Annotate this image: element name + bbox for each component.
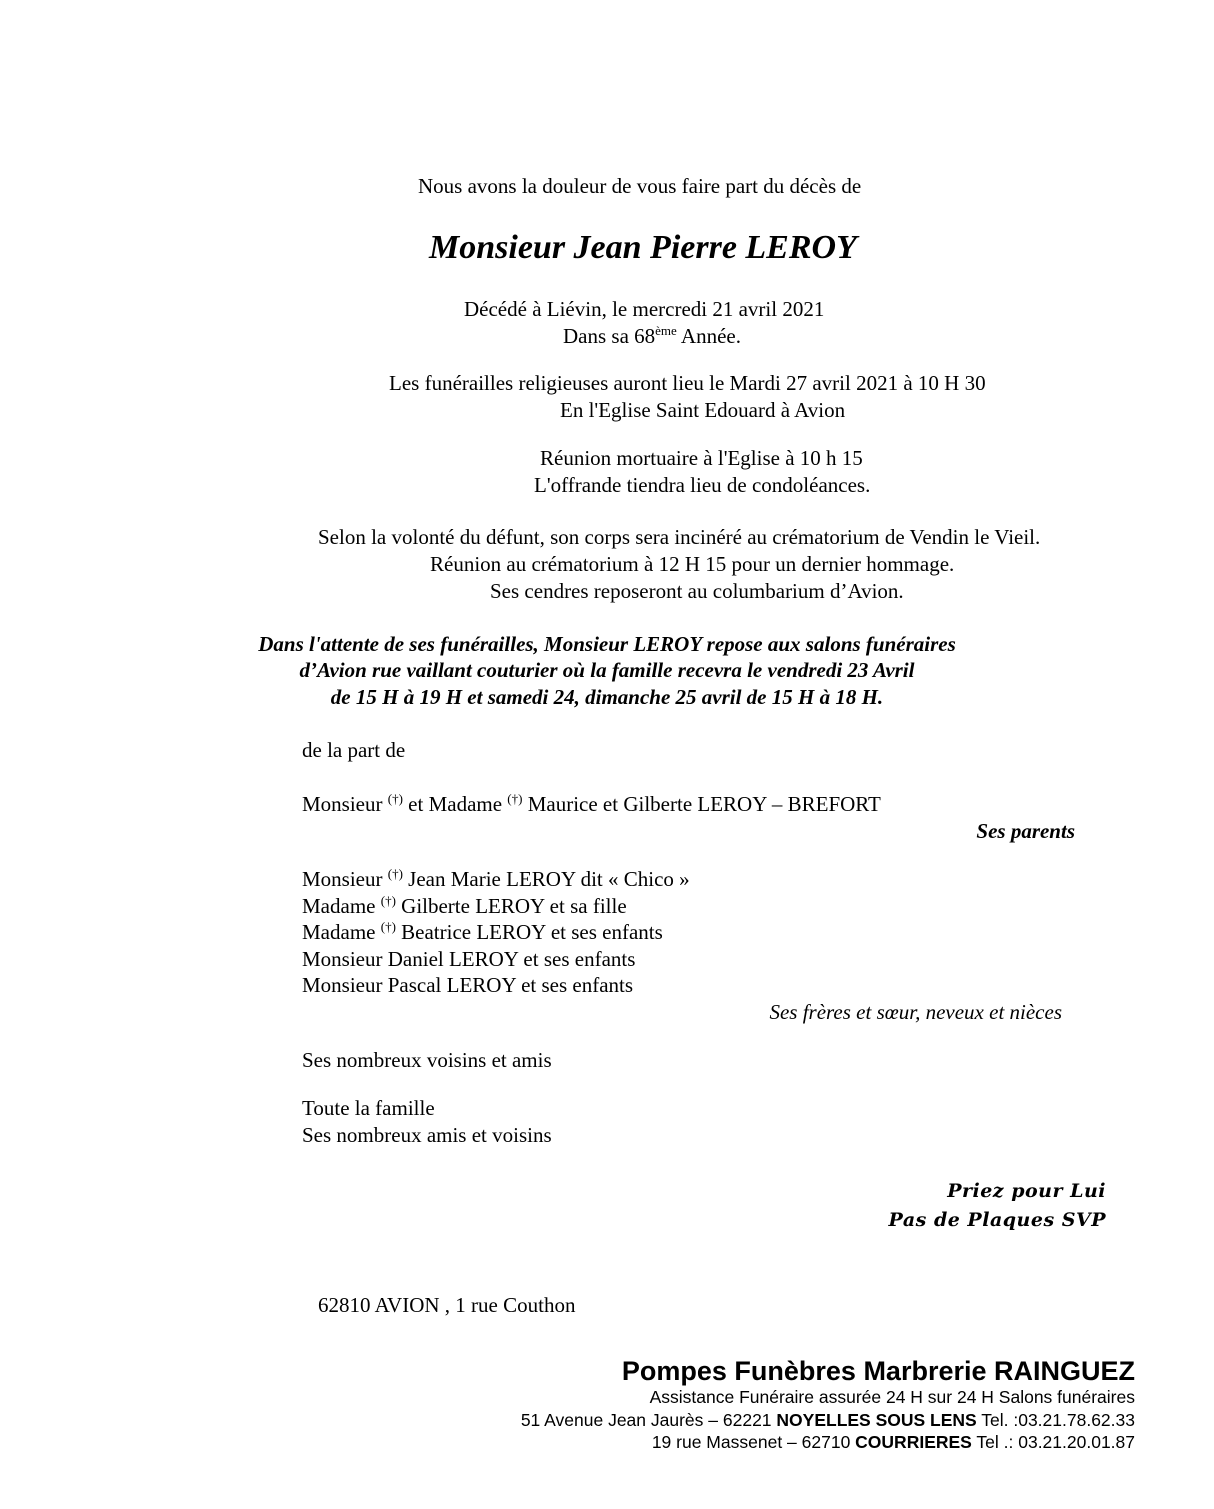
funeral-home-address-1 <box>521 1412 1135 1430</box>
sibling-text: Gilberte LEROY et sa fille <box>395 894 627 918</box>
parents-part-2: et Madame <box>402 792 508 816</box>
meeting-line-2: L'offrande tiendra lieu de condoléances. <box>534 473 871 497</box>
funeral-home-address-2 <box>652 1434 1135 1452</box>
siblings-relation: Ses frères et sœur, neveux et nièces <box>769 1000 1062 1024</box>
death-line: Décédé à Liévin, le mercredi 21 avril 2021 <box>464 297 825 321</box>
cross-mark: (†) <box>380 893 396 908</box>
deceased-name: Monsieur Jean Pierre LEROY <box>429 229 857 266</box>
family-line: Toute la famille <box>302 1096 435 1120</box>
cross-mark: (†) <box>387 866 403 881</box>
funeral-home-name: Pompes Funèbres Marbrerie RAINGUEZ <box>621 1356 1135 1386</box>
neighbors-line: Ses nombreux voisins et amis <box>302 1048 552 1072</box>
sibling-prefix: Madame <box>302 920 381 944</box>
pray-line: Priez pour Lui <box>947 1180 1106 1202</box>
ceremony-line-1: Les funérailles religieuses auront lieu le Mardi 27 avril 2021 à 10 H 30 <box>389 371 986 395</box>
address-1-city: NOYELLES SOUS LENS <box>776 1410 977 1430</box>
age-line <box>563 323 741 348</box>
no-plaques-line: Pas de Plaques SVP <box>888 1209 1106 1231</box>
age-suffix: Année. <box>676 324 741 348</box>
intro-text: Nous avons la douleur de vous faire part du décès de <box>418 174 862 198</box>
sibling-prefix: Monsieur <box>302 867 388 891</box>
sibling-line <box>302 866 690 891</box>
address-2-tel: Tel .: 03.21.20.01.87 <box>971 1432 1135 1452</box>
from-label: de la part de <box>302 738 406 762</box>
sibling-line: Monsieur Daniel LEROY et ses enfants <box>302 947 636 971</box>
viewing-line-3: de 15 H à 19 H et samedi 24, dimanche 25 avril de 15 H à 18 H. <box>330 685 884 709</box>
meeting-line-1: Réunion mortuaire à l'Eglise à 10 h 15 <box>540 446 863 470</box>
parents-part-3: Maurice et Gilberte LEROY – BREFORT <box>522 792 881 816</box>
sibling-prefix: Madame <box>302 894 381 918</box>
friends-line: Ses nombreux amis et voisins <box>302 1123 552 1147</box>
ceremony-line-2: En l'Eglise Saint Edouard à Avion <box>560 398 846 422</box>
cross-mark: (†) <box>387 791 403 806</box>
address-1-street: 51 Avenue Jean Jaurès – 62221 <box>520 1410 777 1430</box>
viewing-line-2: d’Avion rue vaillant couturier où la famille recevra le vendredi 23 Avril <box>299 658 915 682</box>
address-2-street: 19 rue Massenet – 62710 <box>651 1432 856 1452</box>
parents-part-1: Monsieur <box>302 792 388 816</box>
address-2-city: COURRIERES <box>855 1432 972 1452</box>
cremation-line-2: Réunion au crématorium à 12 H 15 pour un dernier hommage. <box>430 552 955 576</box>
address-1-tel: Tel. :03.21.78.62.33 <box>976 1410 1135 1430</box>
sibling-line <box>302 919 663 944</box>
sibling-line: Monsieur Pascal LEROY et ses enfants <box>302 973 634 997</box>
funeral-home-assistance: Assistance Funéraire assurée 24 H sur 24 H Salons funéraires <box>649 1387 1135 1407</box>
sibling-text: Beatrice LEROY et ses enfants <box>395 920 663 944</box>
viewing-line-1: Dans l'attente de ses funérailles, Monsieur LEROY repose aux salons funéraires <box>258 632 956 656</box>
cross-mark: (†) <box>507 791 523 806</box>
cross-mark: (†) <box>380 919 396 934</box>
parents-line <box>302 791 881 816</box>
cremation-line-1: Selon la volonté du défunt, son corps sera incinéré au crématorium de Vendin le Vieil. <box>318 525 1041 549</box>
address-line: 62810 AVION , 1 rue Couthon <box>318 1293 576 1317</box>
age-prefix: Dans sa 68 <box>563 324 656 348</box>
sibling-text: Jean Marie LEROY dit « Chico » <box>402 867 690 891</box>
cremation-line-3: Ses cendres reposeront au columbarium d’Avion. <box>490 579 904 603</box>
parents-relation: Ses parents <box>976 819 1075 843</box>
age-superscript: ème <box>655 323 677 338</box>
sibling-line <box>302 893 627 918</box>
